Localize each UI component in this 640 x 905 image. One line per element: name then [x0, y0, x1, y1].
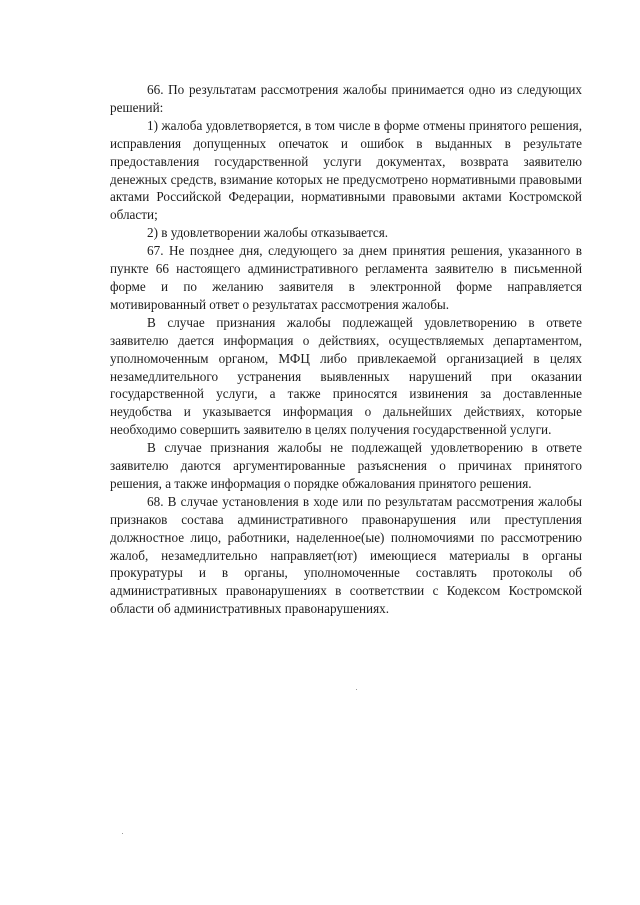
- paragraph-66-item-1: 1) жалоба удовлетворяется, в том числе в форме отмены принятого решения, исправления допущенных опечаток и ошибок в выданных в результате предоставления государственной услуги документах, возврата заявителю денежных средств, взимание которых не предусмотрено нормативными правовыми актами Российской Федерации, нормативными правовыми актами Костромской области;: [110, 117, 582, 223]
- paragraph-67: 67. Не позднее дня, следующего за днем принятия решения, указанного в пункте 66 настоящего административного регламента заявителю в письменной форме и по желанию заявителя в электронной форме направляется мотивированный ответ о результатах рассмотрения жалобы.: [110, 243, 582, 312]
- paragraph-67-satisfied-case: В случае признания жалобы подлежащей удовлетворению в ответе заявителю дается информация о действиях, осуществляемых департаментом, уполномоченным органом, МФЦ либо привлекаемой организацией в целях незамедлительного устранения выявленных нарушений при оказании государственной услуги, а также приносятся извинения за доставленные неудобства и указывается информация о дальнейших действиях, которые необходимо совершить заявителю в целях получения государственной услуги.: [110, 314, 582, 438]
- scan-speck: [356, 689, 357, 690]
- document-page: [110, 81, 582, 618]
- paragraph-66-intro: 66. По результатам рассмотрения жалобы принимается одно из следующих решений:: [110, 82, 582, 115]
- paragraph-67-rejected-case: В случае признания жалобы не подлежащей удовлетворению в ответе заявителю даются аргументированные разъяснения о причинах принятого решения, а также информация о порядке обжалования принятого решения.: [110, 440, 582, 491]
- paragraph-68: 68. В случае установления в ходе или по результатам рассмотрения жалобы признаков состава административного правонарушения или преступления должностное лицо, работники, наделенное(ые) полномочиями по рассмотрению жалоб, незамедлительно направляет(ют) имеющиеся материалы в органы прокуратуры и в органы, уполномоченные составлять протоколы об административных правонарушениях в соответствии с Кодексом Костромской области об административных правонарушениях.: [110, 493, 582, 617]
- scan-speck: [122, 833, 123, 834]
- paragraph-66-item-2: 2) в удовлетворении жалобы отказывается.: [147, 225, 389, 241]
